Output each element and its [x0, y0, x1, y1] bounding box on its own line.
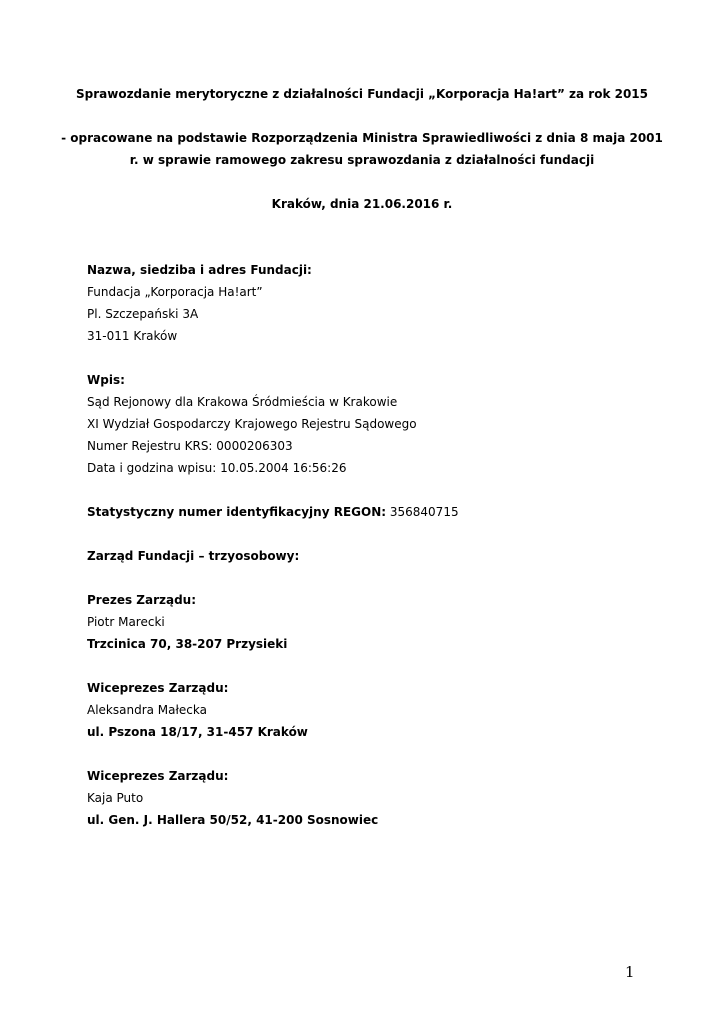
board-member-role: Wiceprezes Zarządu: — [87, 681, 229, 695]
board-heading: Zarząd Fundacji – trzyosobowy: — [87, 549, 300, 563]
regon-label: Statystyczny numer identyfikacyjny REGON: — [87, 505, 387, 519]
foundation-heading: Nazwa, siedziba i adres Fundacji: — [87, 263, 312, 277]
document-subtitle-line-2: r. w sprawie ramowego zakresu sprawozdania z działalności fundacji — [129, 153, 595, 167]
board-member-address: ul. Gen. J. Hallera 50/52, 41-200 Sosnowiec — [87, 813, 379, 827]
regon-value: 356840715 — [389, 505, 459, 519]
document-subtitle-line-1: - opracowane na podstawie Rozporządzenia Ministra Sprawiedliwości z dnia 8 maja 2001 — [61, 131, 663, 145]
registration-court: Sąd Rejonowy dla Krakowa Śródmieścia w Krakowie — [87, 395, 398, 409]
board-member-address: Trzcinica 70, 38-207 Przysieki — [87, 637, 288, 651]
registration-division: XI Wydział Gospodarczy Krajowego Rejestru Sądowego — [87, 417, 417, 431]
registration-entry-date: Data i godzina wpisu: 10.05.2004 16:56:26 — [87, 461, 347, 475]
foundation-street: Pl. Szczepański 3A — [87, 307, 199, 321]
board-member-address: ul. Pszona 18/17, 31-457 Kraków — [87, 725, 308, 739]
board-member-role: Prezes Zarządu: — [87, 593, 197, 607]
page-number: 1 — [625, 963, 635, 981]
registration-heading: Wpis: — [87, 373, 125, 387]
board-member-name: Piotr Marecki — [87, 615, 165, 629]
regon-line — [87, 505, 459, 519]
foundation-name: Fundacja „Korporacja Ha!art” — [87, 285, 263, 299]
registration-krs: Numer Rejestru KRS: 0000206303 — [87, 439, 293, 453]
board-member-name: Aleksandra Małecka — [87, 703, 207, 717]
foundation-city: 31-011 Kraków — [87, 329, 178, 343]
place-date: Kraków, dnia 21.06.2016 r. — [271, 197, 453, 211]
board-member-role: Wiceprezes Zarządu: — [87, 769, 229, 783]
board-member-name: Kaja Puto — [87, 791, 144, 805]
document-title: Sprawozdanie merytoryczne z działalności Fundacji „Korporacja Ha!art” za rok 2015 — [75, 87, 648, 101]
